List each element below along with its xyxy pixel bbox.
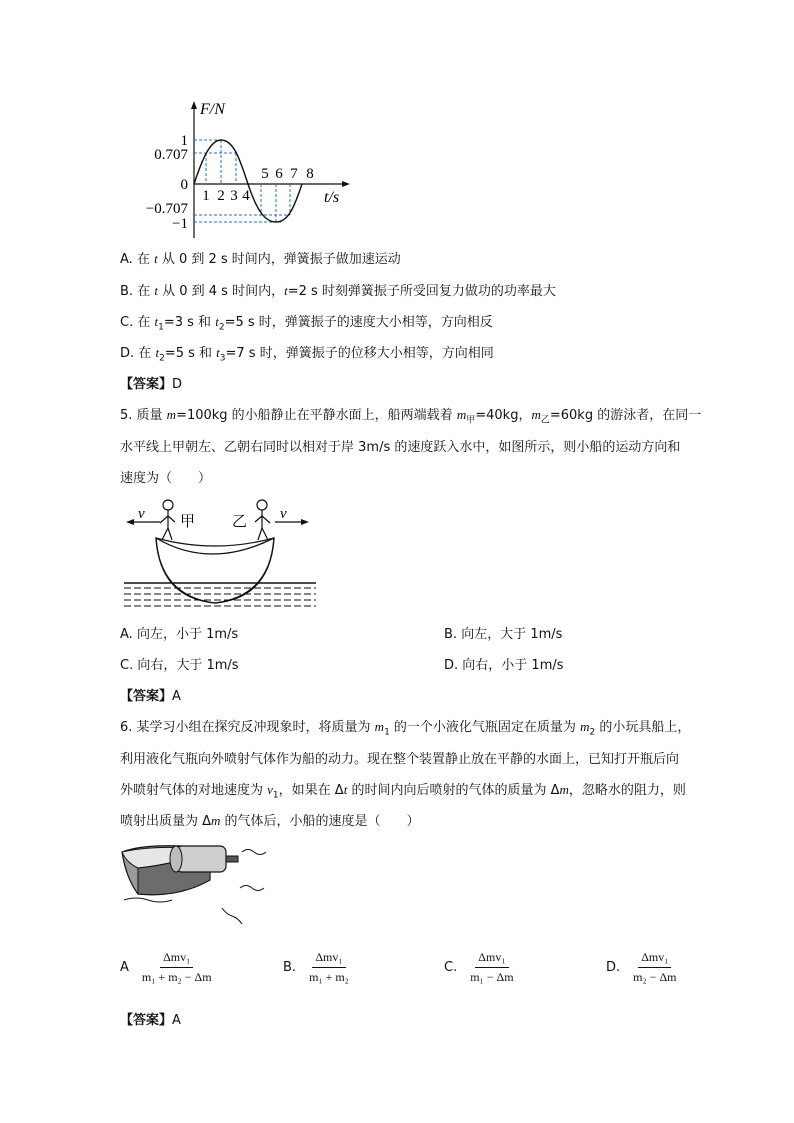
q6-option-d: D. $\frac{\text{Δmv₁}}{\text{m₂ − Δm}}$ [606, 950, 677, 984]
y-tick: −1 [172, 216, 188, 232]
q6-option-a: A $\frac{\text{Δmv₁}}{\text{m₁ + m₂ − Δm}}$ [120, 950, 212, 984]
q4-option-d: D. 在 $t_2=5$ s 和 $t_3=7$ s 时，弹簧振子的位移大小相等，方向相同 [120, 345, 494, 364]
q5-stem-line2: 水平线上甲朝左、乙朝右同时以相对于岸 3m/s 的速度跃入水中，如图所示，则小船的运动方向和 [120, 440, 681, 455]
q6-stem-line1: 6. 某学习小组在探究反冲现象时，将质量为 $m_1$ 的一个小液化气瓶固定在质量为 $m_2$ 的小玩具船上， [120, 719, 691, 738]
q6-option-c: C. $\frac{\text{Δmv₁}}{\text{m₁ − Δm}}$ [444, 950, 514, 984]
y-tick: 0.707 [154, 147, 188, 163]
swimmer-jia-figure [160, 500, 175, 540]
gas-bottle-icon [176, 846, 226, 872]
q5-stem-line1: 5. 质量 m=100kg 的小船静止在平静水面上，船两端载着 $m_甲=40kg$，$m_乙=60kg$ 的游泳者，在同一 [120, 407, 702, 426]
swimmer-yi-figure [255, 500, 270, 540]
boat-swimmers-figure [120, 490, 320, 612]
x-tick: 6 [275, 166, 283, 182]
x-axis-label: t/s [324, 189, 340, 206]
x-tick: 8 [306, 166, 314, 182]
y-axis-label: F/N [200, 101, 225, 118]
q6-stem-line4: 喷射出质量为 Δm 的气体后，小船的速度是（ ） [120, 813, 420, 829]
toy-boat-figure [118, 838, 268, 930]
x-tick: 2 [217, 188, 225, 204]
x-tick: 3 [230, 188, 238, 204]
y-tick: 0 [180, 177, 188, 193]
velocity-label-right: v [280, 506, 287, 522]
q6-stem-line3: 外喷射气体的对地速度为 $v_1$，如果在 Δt 的时间内向后喷射的气体的质量为 Δm，忽略水的阻力，则 [120, 782, 686, 801]
q6-answer: 【答案】A [120, 1013, 181, 1028]
q6-stem-line2: 利用液化气瓶向外喷射气体作为船的动力。现在整个装置静止放在平静的水面上，已知打开瓶后向 [120, 752, 680, 767]
q4-answer: 【答案】D [120, 377, 183, 392]
q5-option-b: B. 向左，大于 1m/s [444, 627, 563, 642]
y-tick: 1 [180, 133, 188, 149]
x-tick: 4 [242, 188, 250, 204]
y-tick: −0.707 [145, 201, 188, 217]
q5-option-c: C. 向右，大于 1m/s [120, 658, 239, 673]
x-tick: 7 [290, 166, 298, 182]
velocity-label-left: v [138, 506, 145, 522]
q4-option-c: C. 在 $t_1=3$ s 和 $t_2=5$ s 时，弹簧振子的速度大小相等，方向相反 [120, 314, 493, 333]
label-jia: 甲 [180, 512, 196, 530]
q4-option-b: B. 在 t 从 0 到 4 s 时间内，t=2 s 时刻弹簧振子所受回复力做功的功率最大 [120, 283, 556, 299]
x-tick: 1 [202, 188, 210, 204]
q5-stem-line3: 速度为（ ） [120, 471, 212, 486]
boat [156, 538, 274, 603]
force-time-graph [140, 98, 360, 238]
label-yi: 乙 [232, 512, 248, 530]
x-tick: 5 [261, 166, 269, 182]
q4-option-a: A. 在 t 从 0 到 2 s 时间内，弹簧振子做加速运动 [120, 251, 401, 267]
q6-option-b: B. $\frac{\text{Δmv₁}}{\text{m₁ + m₂}}$ [283, 950, 349, 984]
q5-answer: 【答案】A [120, 689, 181, 704]
q5-option-d: D. 向右，小于 1m/s [444, 658, 564, 673]
q5-option-a: A. 向左，小于 1m/s [120, 627, 239, 642]
